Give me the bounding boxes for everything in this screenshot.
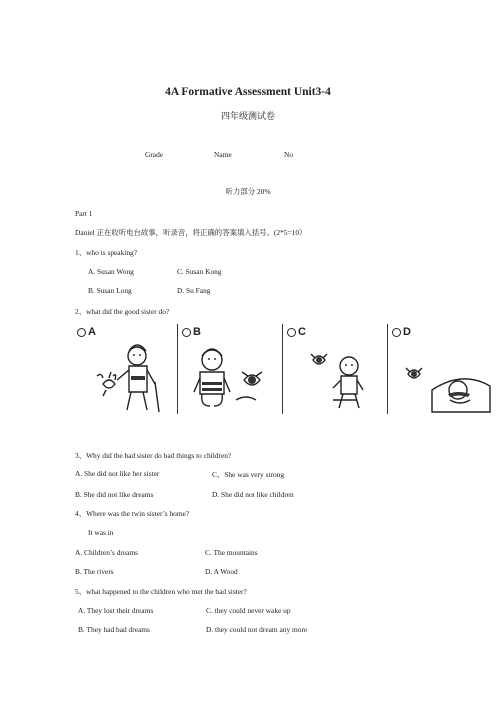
grade-label: Grade (145, 150, 164, 159)
picture-a (73, 320, 177, 416)
section-heading: 听力部分 20% (225, 187, 271, 196)
picture-d (388, 320, 494, 416)
q4-option-a: A. Children’s dreams (75, 548, 139, 557)
name-label: Name (214, 150, 232, 159)
q4-option-d: D. A Wood (205, 567, 238, 576)
q1-option-b: B. Susan Long (88, 286, 132, 295)
q3-option-c: C、She was very strong (212, 470, 285, 479)
q5-stem: 5、what happened to the children who met the bad sister? (75, 587, 247, 596)
q2-stem: 2、what did the good sister do? (75, 307, 170, 316)
q1-option-a: A. Susan Wong (88, 267, 134, 276)
picture-a-label: A (77, 326, 96, 338)
picture-d-label: D (392, 326, 411, 338)
q4-lead: It was in (88, 528, 114, 537)
q5-option-b: B. They had bad dreams (78, 625, 150, 634)
q5-option-a: A. They lost their dreams (78, 606, 154, 615)
picture-c (283, 320, 387, 416)
picture-b-label: B (182, 326, 201, 338)
q5-option-c: C. they could never wake up (206, 606, 291, 615)
picture-b (178, 320, 282, 416)
q3-option-a: A. She did not like her sister (75, 469, 160, 478)
page-subtitle: 四年级测试卷 (220, 111, 275, 121)
q1-stem: 1、who is speaking? (75, 248, 137, 257)
q4-stem: 4、Where was the twin sister’s home? (75, 509, 190, 518)
part-heading: Part 1 (75, 209, 93, 218)
q5-option-d: D. they could not dream any more (206, 625, 308, 634)
q1-option-d: D. Su Fang (177, 286, 211, 295)
q4-option-b: B. The rivers (75, 567, 114, 576)
page-title: 4A Formative Assessment Unit3-4 (165, 86, 331, 98)
q2-picture-strip (73, 320, 494, 416)
q1-option-c: C. Susan Kong (177, 267, 222, 276)
instruction: Daniel 正在收听电台故事，听录音，将正确的答案填入括号。(2*5=10） (75, 228, 307, 237)
q3-option-b: B. She did not like dreams (75, 490, 154, 499)
no-label: No (284, 150, 294, 159)
picture-c-label: C (287, 326, 306, 338)
q4-option-c: C. The mountains (205, 548, 258, 557)
q3-stem: 3、Why did the bad sister do bad things to children? (75, 451, 232, 460)
q3-option-d: D. She did not like children (212, 490, 294, 499)
